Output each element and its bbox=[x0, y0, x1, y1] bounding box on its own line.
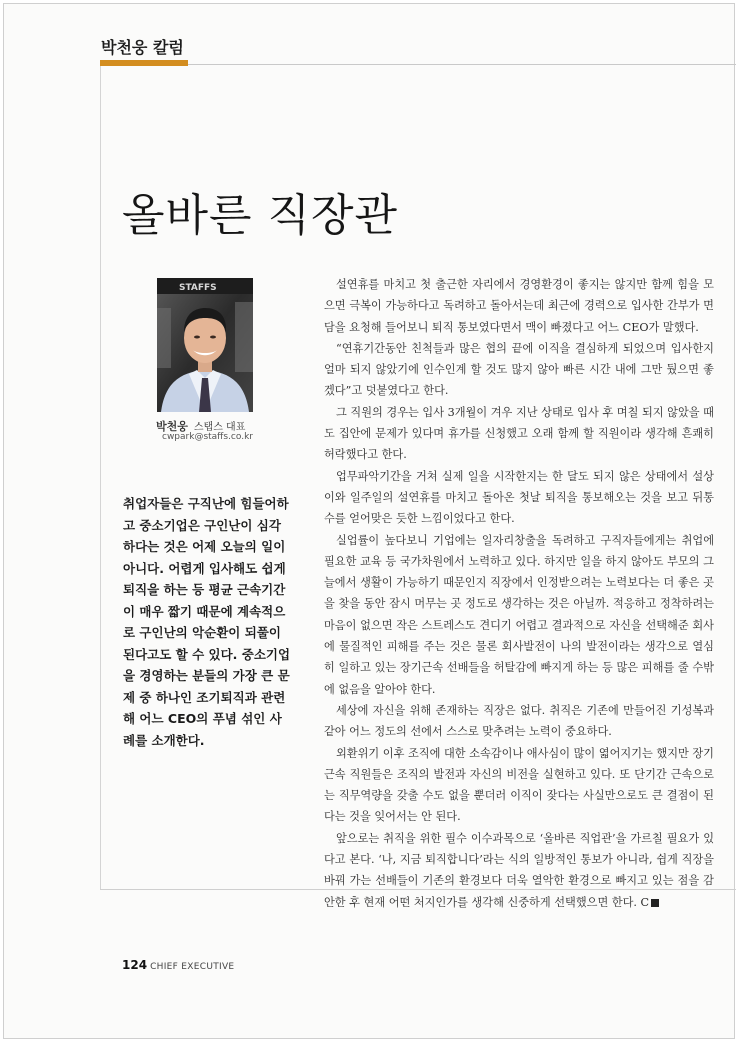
end-mark-icon bbox=[651, 899, 659, 907]
magazine-page bbox=[3, 3, 735, 1039]
article-title: 올바른 직장관 bbox=[122, 190, 399, 242]
body-paragraph: 외환위기 이후 조직에 대한 소속감이나 애사심이 많이 엷어지기는 했지만 장기근속 직원들은 조직의 발전과 자신의 비전을 실현하고 있다. 또 단기간 근속으로는 직무역량을 갖출 수도 없을 뿐더러 이직이 잦다는 사실만으로도 큰 결점이 된다는 것을 잊어서는 안 된다. bbox=[324, 746, 714, 824]
left-margin-rule bbox=[100, 66, 101, 890]
body-paragraph: 설연휴를 마치고 첫 출근한 자리에서 경영환경이 좋지는 않지만 함께 힘을 모으면 극복이 가능하다고 독려하고 돌아서는데 최근에 경력으로 입사한 간부가 면담을 요청해 들어보니 퇴직 통보였다면서 맥이 빠졌다고 어느 CEO가 말했다. bbox=[324, 278, 714, 334]
body-paragraph bbox=[324, 828, 714, 913]
header-rule bbox=[188, 64, 736, 65]
photo-sign-text: STAFFS bbox=[179, 283, 217, 293]
section-label-bar bbox=[100, 60, 188, 66]
body-paragraph: “연휴기간동안 친척들과 많은 협의 끝에 이직을 결심하게 되었으며 입사한지 얼마 되지 않았기에 인수인계 할 것도 많지 않아 빠른 시간 내에 그만 뒀으면 좋겠다”고 덧붙였다고 한다. bbox=[324, 341, 714, 398]
body-paragraph: 그 직원의 경우는 입사 3개월이 겨우 지난 상태로 입사 후 며칠 되지 않았을 때도 집안에 문제가 있다며 휴가를 신청했고 오래 함께 할 직원이라 생각해 흔쾌히 허락했다고 한다. bbox=[324, 405, 714, 462]
body-paragraph: 업무파악기간을 거쳐 실제 일을 시작한지는 한 달도 되지 않은 상태에서 설상이와 일주일의 설연휴를 마치고 돌아온 첫날 퇴직을 통보해오는 것을 보고 뒤통수를 얻어맞은 듯한 느낌이었다고 한다. bbox=[324, 469, 714, 526]
page-number: 124 bbox=[122, 958, 148, 972]
section-label: 박천웅 칼럼 bbox=[101, 38, 184, 57]
bottom-rule bbox=[100, 889, 736, 890]
closing-paragraph-text: 앞으로는 취직을 위한 필수 이수과목으로 ‘올바른 직업관’을 가르칠 필요가 있다고 본다. ‘나, 지금 퇴직합니다’라는 식의 일방적인 통보가 아니라, 쉽게 직장을 바꿔 가는 선배들이 기존의 환경보다 더욱 열악한 환경으로 빠지고 있는 점을 감안한 후 현재 어떤 처지인가를 생각해 신중하게 선택했으면 한다. C bbox=[324, 831, 714, 909]
page-footer bbox=[122, 954, 234, 973]
magazine-name: CHIEF EXECUTIVE bbox=[150, 962, 235, 972]
lead-summary bbox=[123, 493, 291, 751]
lead-paragraph: 취업자들은 구직난에 힘들어하고 중소기업은 구인난이 심각하다는 것은 어제 오늘의 일이 아니다. 어렵게 입사해도 쉽게 퇴직을 하는 등 평균 근속기간이 매우 짧기 때문에 계속적으로 구인난의 악순환이 되풀이 된다고도 할 수 있다. 중소기업을 경영하는 분들의 가장 큰 문제 중 하나인 조기퇴직과 관련해 어느 CEO의 푸념 섞인 사례를 소개한다. bbox=[123, 496, 291, 748]
author-name: 박천웅 bbox=[156, 420, 188, 433]
body-paragraph: 세상에 자신을 위해 존재하는 직장은 없다. 취직은 기존에 만들어진 기성복과 같아 어느 정도의 선에서 스스로 맞추려는 노력이 중요하다. bbox=[324, 703, 714, 739]
body-paragraph: 실업률이 높다보니 기업에는 일자리창출을 독려하고 구직자들에게는 취업에 필요한 교육 등 국가차원에서 노력하고 있다. 하지만 일을 하지 않아도 부모의 그늘에서 생활이 가능하기 때문인지 직장에서 인정받으려는 노력보다는 더 좋은 곳을 찾을 동안 잠시 머무는 곳 정도로 생각하는 것은 아닐까. 적응하고 정착하려는 마음이 없으면 작은 스트레스도 견디기 어렵고 결과적으로 자신을 선택해준 회사에 물질적인 피해를 주는 것은 물론 회사발전이 나의 발전이라는 생각으로 열심히 일하고 있는 장기근속 선배들을 허탈감에 빠지게 하는 등 많은 피해를 줄 수밖에 없음을 알아야 한다. bbox=[324, 533, 714, 696]
author-position: 스탭스 대표 bbox=[193, 422, 246, 433]
article-body bbox=[324, 274, 714, 913]
author-photo bbox=[157, 278, 253, 412]
author-email: cwpark@staffs.co.kr bbox=[162, 432, 254, 442]
